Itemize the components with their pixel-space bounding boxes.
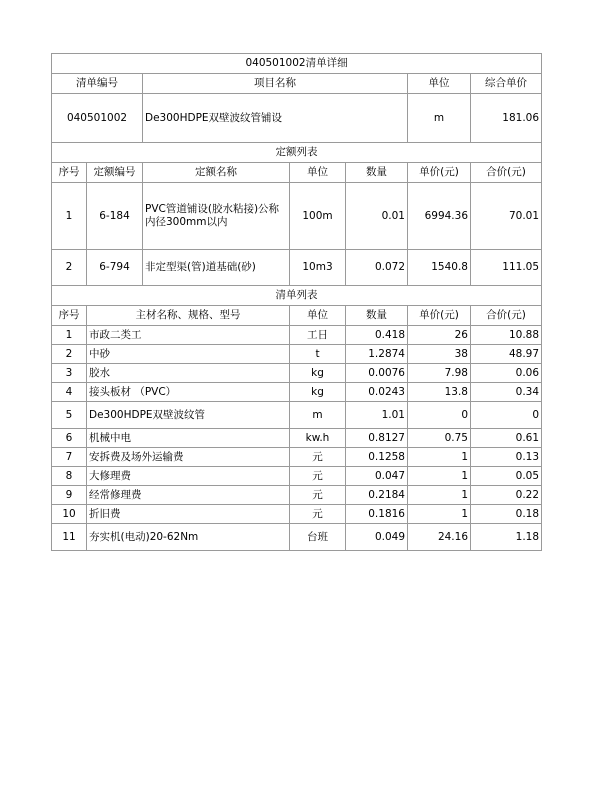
material-qty: 0.8127 <box>346 429 408 448</box>
table-title: 040501002清单详细 <box>52 54 542 74</box>
item-name: De300HDPE双壁波纹管铺设 <box>143 94 408 143</box>
materials-total-header: 合价(元) <box>471 306 542 326</box>
material-seq: 5 <box>52 402 87 429</box>
material-seq: 2 <box>52 345 87 364</box>
quota-seq-header: 序号 <box>52 163 87 183</box>
material-unit: kg <box>290 364 346 383</box>
material-name: 机械中电 <box>87 429 290 448</box>
material-unit: 元 <box>290 486 346 505</box>
material-price: 1 <box>408 505 471 524</box>
material-unit: 元 <box>290 448 346 467</box>
material-total: 0.06 <box>471 364 542 383</box>
material-row <box>52 467 542 486</box>
material-total: 0.22 <box>471 486 542 505</box>
material-name: 夯实机(电动)20-62Nm <box>87 524 290 551</box>
item-unit-header: 单位 <box>408 74 471 94</box>
material-row <box>52 429 542 448</box>
material-row <box>52 505 542 524</box>
title-row <box>52 54 542 74</box>
quota-unit-header: 单位 <box>290 163 346 183</box>
quota-total: 111.05 <box>471 250 542 286</box>
material-row <box>52 345 542 364</box>
materials-section-title: 清单列表 <box>52 286 542 306</box>
quota-price-header: 单价(元) <box>408 163 471 183</box>
quota-name-header: 定额名称 <box>143 163 290 183</box>
quota-seq: 1 <box>52 183 87 250</box>
material-seq: 6 <box>52 429 87 448</box>
bill-detail-table <box>51 53 542 551</box>
material-name: 经常修理费 <box>87 486 290 505</box>
quota-unit: 100m <box>290 183 346 250</box>
material-price: 0 <box>408 402 471 429</box>
quota-total: 70.01 <box>471 183 542 250</box>
quota-section-row <box>52 143 542 163</box>
quota-price: 6994.36 <box>408 183 471 250</box>
material-price: 1 <box>408 467 471 486</box>
material-total: 10.88 <box>471 326 542 345</box>
material-name: 胶水 <box>87 364 290 383</box>
material-row <box>52 402 542 429</box>
material-total: 0.34 <box>471 383 542 402</box>
materials-name-header: 主材名称、规格、型号 <box>87 306 290 326</box>
quota-row <box>52 250 542 286</box>
material-row <box>52 448 542 467</box>
material-total: 0 <box>471 402 542 429</box>
item-unit: m <box>408 94 471 143</box>
material-price: 1 <box>408 486 471 505</box>
materials-unit-header: 单位 <box>290 306 346 326</box>
material-name: 大修理费 <box>87 467 290 486</box>
material-qty: 0.0076 <box>346 364 408 383</box>
material-price: 13.8 <box>408 383 471 402</box>
materials-price-header: 单价(元) <box>408 306 471 326</box>
item-name-header: 项目名称 <box>143 74 408 94</box>
material-qty: 0.1816 <box>346 505 408 524</box>
material-qty: 1.01 <box>346 402 408 429</box>
material-unit: t <box>290 345 346 364</box>
item-code: 040501002 <box>52 94 143 143</box>
quota-section-title: 定额列表 <box>52 143 542 163</box>
material-name: 接头板材 （PVC） <box>87 383 290 402</box>
material-price: 26 <box>408 326 471 345</box>
material-price: 1 <box>408 448 471 467</box>
material-name: 中砂 <box>87 345 290 364</box>
quota-code-header: 定额编号 <box>87 163 143 183</box>
quota-header-row <box>52 163 542 183</box>
item-header-row <box>52 74 542 94</box>
material-seq: 10 <box>52 505 87 524</box>
item-code-header: 清单编号 <box>52 74 143 94</box>
material-qty: 0.049 <box>346 524 408 551</box>
material-row <box>52 383 542 402</box>
material-seq: 11 <box>52 524 87 551</box>
material-price: 0.75 <box>408 429 471 448</box>
item-price: 181.06 <box>471 94 542 143</box>
material-qty: 0.1258 <box>346 448 408 467</box>
quota-unit: 10m3 <box>290 250 346 286</box>
material-unit: 元 <box>290 505 346 524</box>
quota-name: PVC管道铺设(胶水粘接)公称内径300mm以内 <box>143 183 290 250</box>
material-name: 市政二类工 <box>87 326 290 345</box>
material-total: 1.18 <box>471 524 542 551</box>
material-row <box>52 486 542 505</box>
material-name: De300HDPE双壁波纹管 <box>87 402 290 429</box>
material-qty: 0.2184 <box>346 486 408 505</box>
material-qty: 0.418 <box>346 326 408 345</box>
quota-code: 6-794 <box>87 250 143 286</box>
material-row <box>52 364 542 383</box>
material-total: 48.97 <box>471 345 542 364</box>
materials-qty-header: 数量 <box>346 306 408 326</box>
materials-header-row <box>52 306 542 326</box>
material-total: 0.05 <box>471 467 542 486</box>
material-qty: 1.2874 <box>346 345 408 364</box>
material-row <box>52 524 542 551</box>
quota-total-header: 合价(元) <box>471 163 542 183</box>
item-row <box>52 94 542 143</box>
material-seq: 3 <box>52 364 87 383</box>
material-total: 0.13 <box>471 448 542 467</box>
material-name: 安拆费及场外运输费 <box>87 448 290 467</box>
quota-qty: 0.01 <box>346 183 408 250</box>
material-seq: 7 <box>52 448 87 467</box>
quota-seq: 2 <box>52 250 87 286</box>
material-total: 0.18 <box>471 505 542 524</box>
material-price: 24.16 <box>408 524 471 551</box>
material-seq: 8 <box>52 467 87 486</box>
quota-row <box>52 183 542 250</box>
material-price: 7.98 <box>408 364 471 383</box>
material-price: 38 <box>408 345 471 364</box>
material-unit: 工日 <box>290 326 346 345</box>
material-unit: kg <box>290 383 346 402</box>
material-name: 折旧费 <box>87 505 290 524</box>
quota-qty-header: 数量 <box>346 163 408 183</box>
item-price-header: 综合单价 <box>471 74 542 94</box>
quota-qty: 0.072 <box>346 250 408 286</box>
material-qty: 0.0243 <box>346 383 408 402</box>
material-seq: 1 <box>52 326 87 345</box>
quota-code: 6-184 <box>87 183 143 250</box>
material-qty: 0.047 <box>346 467 408 486</box>
materials-section-row <box>52 286 542 306</box>
materials-seq-header: 序号 <box>52 306 87 326</box>
quota-name: 非定型渠(管)道基础(砂) <box>143 250 290 286</box>
material-unit: m <box>290 402 346 429</box>
material-seq: 9 <box>52 486 87 505</box>
material-total: 0.61 <box>471 429 542 448</box>
material-unit: 元 <box>290 467 346 486</box>
material-unit: kw.h <box>290 429 346 448</box>
material-row <box>52 326 542 345</box>
material-seq: 4 <box>52 383 87 402</box>
material-unit: 台班 <box>290 524 346 551</box>
quota-price: 1540.8 <box>408 250 471 286</box>
